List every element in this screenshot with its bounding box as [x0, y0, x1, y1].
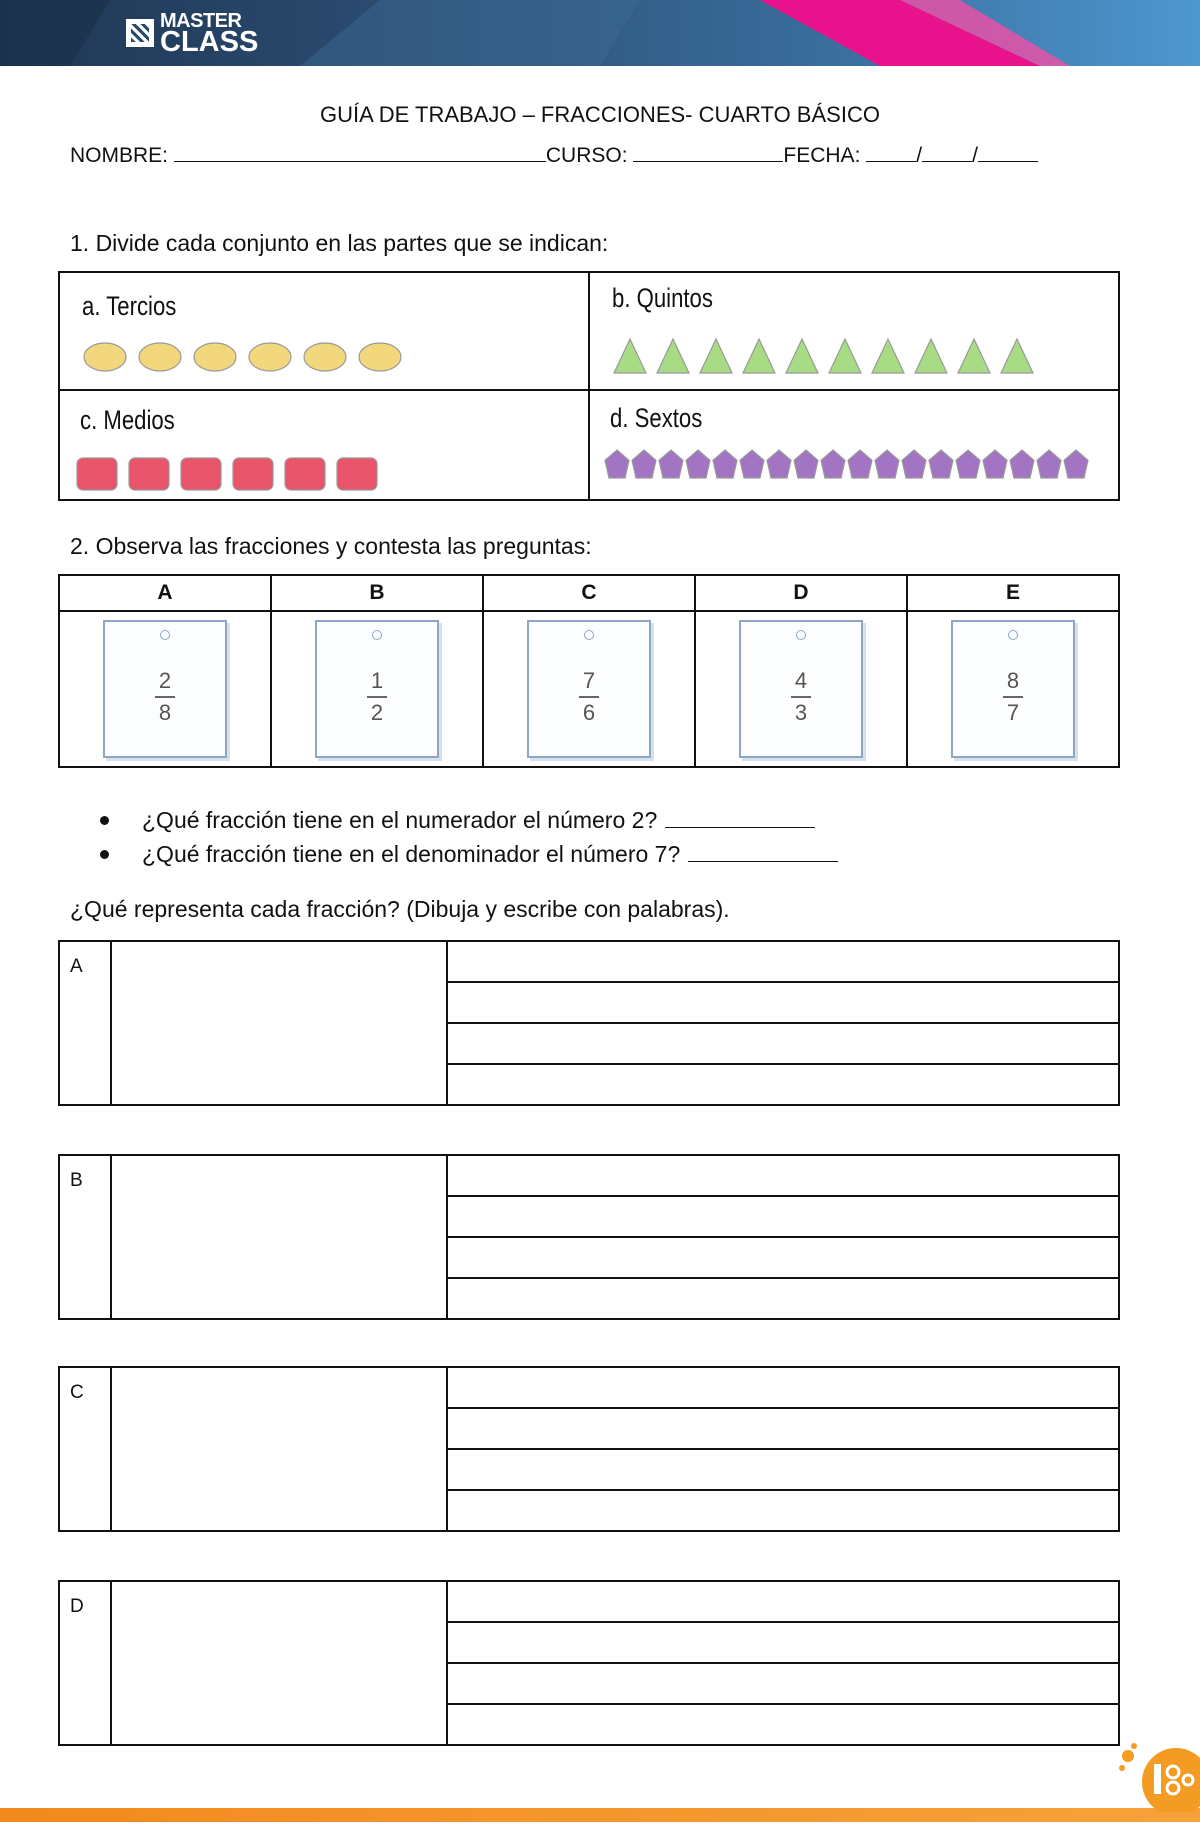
drawing-area[interactable]: [111, 1581, 447, 1745]
kboo-logo-icon: [1118, 1742, 1200, 1812]
pentagon-shape: [1009, 449, 1035, 479]
fraction-bar: [367, 696, 387, 698]
footer-bar: [0, 1808, 1200, 1822]
pentagon-shape: [631, 449, 657, 479]
fraction: [317, 668, 437, 726]
answer-table: [58, 1580, 1120, 1746]
fraction: [953, 668, 1073, 726]
student-fields: [70, 143, 1038, 168]
writing-line[interactable]: [447, 1237, 1119, 1278]
writing-line[interactable]: [447, 1449, 1119, 1490]
writing-line[interactable]: [447, 1663, 1119, 1704]
set-cell-thirds[interactable]: [59, 272, 589, 390]
pentagon-shape: [847, 449, 873, 479]
pentagon-shape: [1063, 449, 1089, 479]
triangle-shape: [956, 337, 992, 375]
denominator: 3: [794, 699, 808, 725]
name-label: NOMBRE:: [70, 144, 169, 167]
writing-line[interactable]: [447, 1023, 1119, 1064]
pentagon-shape: [604, 449, 630, 479]
answer-table: [58, 940, 1120, 1106]
triangle-shape: [870, 337, 906, 375]
set-cell-fifths[interactable]: [589, 272, 1119, 390]
rounded-square-shape: [180, 457, 222, 491]
fraction-cell: [271, 611, 483, 767]
oval-shape: [247, 341, 293, 373]
fraction-card: [739, 620, 863, 758]
pentagon-shape: [874, 449, 900, 479]
pentagon-shape: [793, 449, 819, 479]
name-field[interactable]: [174, 143, 546, 162]
drawing-area[interactable]: [111, 941, 447, 1105]
set-cell-sixths[interactable]: [589, 390, 1119, 500]
drawing-area[interactable]: [111, 1155, 447, 1319]
pentagon-shape: [1036, 449, 1062, 479]
numerator: 2: [158, 668, 172, 693]
fraction-bar: [791, 696, 811, 698]
set-label: d. Sextos: [610, 403, 703, 433]
writing-line[interactable]: [447, 1704, 1119, 1745]
pentagon-shape: [685, 449, 711, 479]
triangle-shape: [612, 337, 648, 375]
denominator: 8: [158, 699, 172, 725]
pentagon-shape: [928, 449, 954, 479]
rounded-square-shape: [284, 457, 326, 491]
date-month-field[interactable]: [922, 143, 972, 162]
fraction-header: C: [483, 575, 695, 611]
pentagon-shape: [955, 449, 981, 479]
course-label: CURSO:: [545, 144, 628, 167]
page-title: GUÍA DE TRABAJO – FRACCIONES- CUARTO BÁSICO: [320, 102, 880, 127]
fraction-bar: [155, 696, 175, 698]
set-shapes-pentagons: [604, 449, 1089, 479]
set-shapes-ovals: [82, 341, 403, 373]
pentagon-shape: [820, 449, 846, 479]
writing-line[interactable]: [447, 1367, 1119, 1408]
fraction: [741, 668, 861, 726]
pentagon-shape: [739, 449, 765, 479]
answer-line[interactable]: [688, 839, 838, 862]
triangle-shape: [784, 337, 820, 375]
writing-line[interactable]: [447, 1064, 1119, 1105]
fraction-card: [103, 620, 227, 758]
fraction-cell: [59, 611, 271, 767]
fraction-header: E: [907, 575, 1119, 611]
fraction-bar: [579, 696, 599, 698]
fraction-header: A: [59, 575, 271, 611]
pentagon-shape: [658, 449, 684, 479]
questions-list: [100, 803, 838, 871]
oval-shape: [302, 341, 348, 373]
triangle-shape: [999, 337, 1035, 375]
course-field[interactable]: [633, 143, 783, 162]
writing-line[interactable]: [447, 1581, 1119, 1622]
answer-line[interactable]: [665, 805, 815, 828]
denominator: 2: [370, 699, 384, 725]
drawing-area[interactable]: [111, 1367, 447, 1531]
fraction-card: [951, 620, 1075, 758]
masterclass-logo: [126, 10, 259, 58]
writing-line[interactable]: [447, 941, 1119, 982]
oval-shape: [357, 341, 403, 373]
logo-line2: CLASS: [160, 26, 259, 58]
pentagon-shape: [766, 449, 792, 479]
fraction-cell: [907, 611, 1119, 767]
fractions-table: [58, 574, 1120, 768]
answer-table: [58, 1154, 1120, 1320]
answer-row-label: B: [59, 1155, 111, 1319]
rounded-square-shape: [232, 457, 274, 491]
set-label: b. Quintos: [612, 283, 713, 313]
rounded-square-shape: [336, 457, 378, 491]
question-1: 1. Divide cada conjunto en las partes que se indican:: [70, 230, 609, 256]
triangle-shape: [698, 337, 734, 375]
answer-row-label: C: [59, 1367, 111, 1531]
answer-row-label: A: [59, 941, 111, 1105]
writing-line[interactable]: [447, 1278, 1119, 1319]
set-cell-halves[interactable]: [59, 390, 589, 500]
date-separator: /: [916, 144, 923, 167]
set-label: c. Medios: [80, 405, 175, 435]
date-separator: /: [972, 144, 978, 167]
question-text: ¿Qué fracción tiene en el denominador el número 7?: [142, 841, 681, 867]
fraction-cell: [483, 611, 695, 767]
set-shapes-triangles: [612, 337, 1035, 375]
pentagon-shape: [901, 449, 927, 479]
set-label: a. Tercios: [82, 291, 177, 321]
triangle-shape: [655, 337, 691, 375]
writing-line[interactable]: [447, 982, 1119, 1023]
writing-line[interactable]: [447, 1490, 1119, 1531]
list-item: [100, 837, 838, 871]
triangle-shape: [913, 337, 949, 375]
fraction-header: B: [271, 575, 483, 611]
fraction: [105, 668, 225, 726]
pentagon-shape: [982, 449, 1008, 479]
fraction-header: D: [695, 575, 907, 611]
list-item: [100, 803, 838, 837]
question-3: ¿Qué representa cada fracción? (Dibuja y escribe con palabras).: [70, 896, 730, 922]
numerator: 4: [794, 668, 808, 693]
numerator: 8: [1006, 668, 1020, 693]
answer-row-label: D: [59, 1581, 111, 1745]
sets-table: [58, 271, 1120, 501]
numerator: 1: [370, 668, 384, 693]
logo-line1: MASTER: [160, 10, 242, 32]
triangle-shape: [741, 337, 777, 375]
question-2: 2. Observa las fracciones y contesta las preguntas:: [70, 533, 592, 559]
set-shapes-squares: [76, 457, 378, 491]
fraction-bar: [1003, 696, 1023, 698]
fraction-card: [527, 620, 651, 758]
fraction-card: [315, 620, 439, 758]
rounded-square-shape: [128, 457, 170, 491]
numerator: 7: [582, 668, 596, 693]
date-label: FECHA:: [783, 144, 861, 167]
triangle-shape: [827, 337, 863, 375]
rounded-square-shape: [76, 457, 118, 491]
fraction: [529, 668, 649, 726]
oval-shape: [192, 341, 238, 373]
date-year-field[interactable]: [978, 143, 1038, 162]
answer-table: [58, 1366, 1120, 1532]
date-day-field[interactable]: [866, 143, 916, 162]
denominator: 7: [1006, 699, 1020, 725]
oval-shape: [82, 341, 128, 373]
writing-line[interactable]: [447, 1622, 1119, 1663]
writing-line[interactable]: [447, 1196, 1119, 1237]
writing-line[interactable]: [447, 1408, 1119, 1449]
logo-icon: [126, 19, 154, 47]
oval-shape: [137, 341, 183, 373]
question-text: ¿Qué fracción tiene en el numerador el número 2?: [142, 807, 658, 833]
writing-line[interactable]: [447, 1155, 1119, 1196]
denominator: 6: [582, 699, 596, 725]
pentagon-shape: [712, 449, 738, 479]
fraction-cell: [695, 611, 907, 767]
